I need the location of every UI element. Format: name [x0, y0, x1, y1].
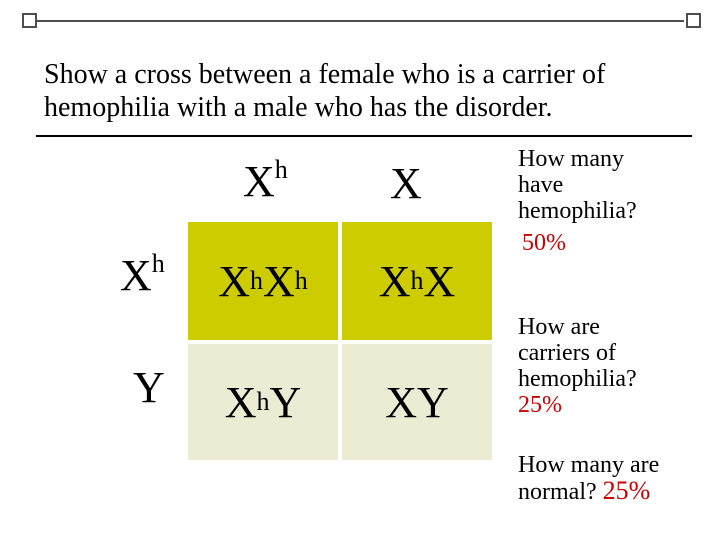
col-header-1 — [243, 156, 288, 207]
col-header-2-allele: X — [390, 159, 422, 208]
cell-r1-c2: X h X — [342, 222, 492, 340]
question-2 — [518, 314, 673, 418]
col-header-2 — [390, 158, 422, 209]
top-rule — [36, 20, 684, 22]
row-header-1-allele: X — [120, 251, 152, 300]
question-1-text: How many have hemophilia? — [518, 146, 637, 224]
answer-3: 25% — [602, 476, 651, 505]
row-header-1-sup: h — [151, 249, 165, 278]
cell-allele: X — [378, 256, 411, 306]
cell-allele: X — [224, 377, 257, 427]
answer-1: 50% — [522, 230, 566, 256]
row-header-1 — [120, 250, 165, 301]
cell-allele: X — [385, 377, 417, 427]
corner-box-left — [22, 13, 37, 28]
cell-r1-c1: X h X h — [188, 222, 338, 340]
question-2-text: How are carriers of hemophilia? — [518, 314, 637, 392]
cell-allele: X — [423, 256, 456, 306]
row-header-2-allele: Y — [133, 363, 165, 412]
row-header-2 — [133, 362, 165, 413]
cell-allele: Y — [417, 377, 449, 427]
cell-allele: Y — [269, 377, 302, 427]
title-rule — [36, 135, 692, 137]
col-header-1-sup: h — [274, 155, 288, 184]
cell-allele: X — [218, 256, 250, 306]
answer-2: 25% — [518, 392, 562, 418]
cell-r2-c2 — [342, 344, 492, 460]
col-header-1-allele: X — [243, 157, 275, 206]
question-3-text: How many are normal? — [518, 452, 660, 505]
cell-r2-c1: X h Y — [188, 344, 338, 460]
question-1 — [518, 146, 668, 256]
corner-box-right — [686, 13, 701, 28]
cell-allele: X — [263, 256, 295, 306]
slide-title: Show a cross between a female who is a carrier of hemophilia with a male who has the disorder. — [44, 59, 606, 123]
question-3 — [518, 452, 696, 505]
